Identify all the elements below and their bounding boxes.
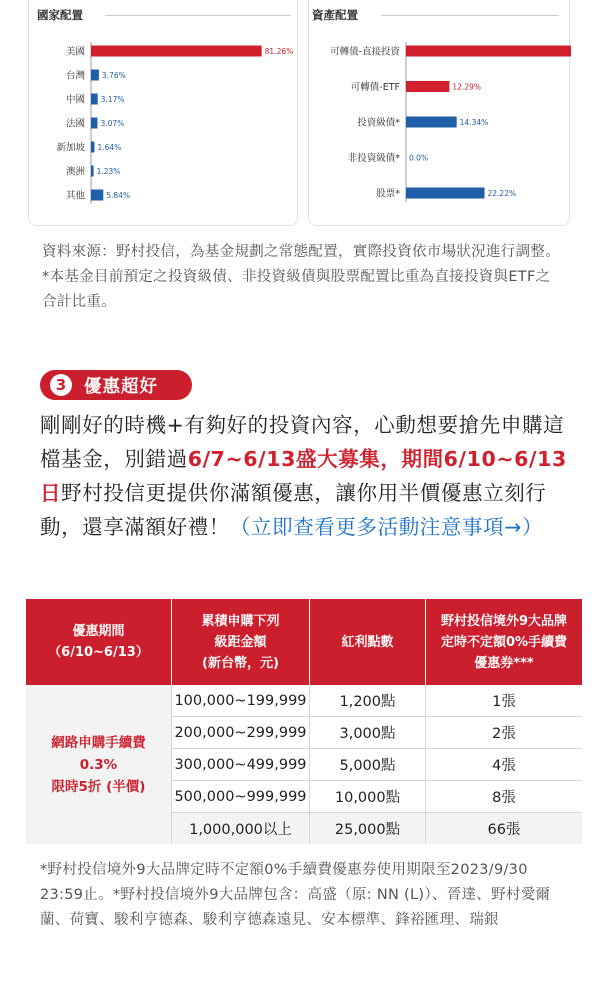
coupons-cell: 66張 [426, 813, 582, 844]
amount-cell: 300,000~499,999 [172, 749, 310, 781]
promo-table [26, 599, 582, 844]
section-number: 3 [50, 374, 72, 396]
asset-bar-chart [309, 0, 571, 226]
amount-cell: 1,000,000以上 [172, 813, 310, 844]
category-label: 中國 [65, 94, 85, 106]
asset-allocation-card [308, 0, 570, 226]
bar [406, 81, 449, 92]
value-label: 0.0% [409, 153, 429, 163]
bar [406, 117, 457, 128]
bar [91, 118, 97, 129]
coupons-cell: 1張 [426, 685, 582, 717]
category-label: 美國 [65, 46, 85, 58]
value-label: 3.76% [101, 71, 126, 80]
paragraph-text-2: 野村投信更提供你滿額優惠，讓你用半價優惠立刻行動，還享滿額好禮！ [40, 481, 547, 539]
category-label: 其他 [65, 190, 85, 202]
category-label: 非投資級債* [347, 153, 400, 164]
more-details-link[interactable]: （立即查看更多活動注意事項→） [229, 515, 544, 539]
amount-cell: 200,000~299,999 [172, 717, 310, 749]
category-label: 澳洲 [65, 166, 85, 178]
value-label: 1.64% [97, 143, 122, 152]
coupons-cell: 8張 [426, 781, 582, 813]
section-header [40, 370, 192, 400]
paragraph-text-1: 剛剛好的時機+有夠好的投資內容，心動想要搶先申購這檔基金，別錯過 [40, 413, 565, 471]
promo-paragraph [20, 408, 580, 544]
amount-cell: 500,000~999,999 [172, 781, 310, 813]
points-cell: 25,000點 [310, 813, 426, 844]
bar [91, 142, 94, 153]
header-points: 紅利點數 [310, 599, 426, 685]
category-label: 台灣 [65, 70, 85, 82]
value-label: 3.07% [100, 119, 125, 128]
section-title: 優惠超好 [84, 376, 158, 397]
bar [406, 46, 571, 57]
coupons-cell: 4張 [426, 749, 582, 781]
value-label: 5.84% [106, 191, 131, 200]
category-label: 法國 [65, 118, 85, 130]
value-label: 3.17% [100, 95, 125, 104]
points-cell: 5,000點 [310, 749, 426, 781]
category-label: 可轉債-ETF [350, 82, 400, 93]
header-amount: 累積申購下列 級距金額 (新台幣，元) [172, 599, 310, 685]
coupons-cell: 2張 [426, 717, 582, 749]
value-label: 1.23% [96, 167, 121, 176]
value-label: 12.29% [452, 82, 482, 92]
bar [91, 70, 99, 81]
offer-cell: 網路申購手續費 0.3% 限時5折 (半價) [26, 685, 172, 844]
header-coupon: 野村投信境外9大品牌 定時不定額0%手續費 優惠券*** [426, 599, 582, 685]
source-note: 資料來源：野村投信，為基金規劃之常態配置，實際投資依市場狀況進行調整。*本基金目前預定之投資級債、非投資級債與股票配置比重為直接投資與ETF之合計比重。 [42, 244, 560, 310]
country-chart-title: 國家配置 [37, 8, 83, 22]
amount-cell: 100,000~199,999 [172, 685, 310, 717]
header-period: 優惠期間 （6/10~6/13） [26, 599, 172, 685]
country-bar-chart [29, 0, 299, 226]
category-label: 可轉債-直接投資 [330, 46, 400, 58]
bar [91, 166, 94, 177]
category-label: 新加坡 [56, 142, 85, 154]
bar [406, 188, 485, 199]
bar [91, 190, 103, 201]
country-allocation-card [28, 0, 298, 226]
asset-chart-title: 資產配置 [312, 8, 358, 22]
value-label: 14.34% [459, 118, 489, 127]
value-label: 81.26% [264, 47, 294, 56]
category-label: 股票* [376, 188, 400, 200]
points-cell: 1,200點 [310, 685, 426, 717]
points-cell: 10,000點 [310, 781, 426, 813]
footnote: *野村投信境外9大品牌定時不定額0%手續費優惠券使用期限至2023/9/30 23:59止。*野村投信境外9大品牌包含：高盛（原: NN (L)）、晉達、野村愛爾蘭、荷寶、駿利亨德森、駿利亨德森遠見、安本標準、鋒裕匯理、瑞銀 [40, 862, 551, 928]
points-cell: 3,000點 [310, 717, 426, 749]
table-row [26, 685, 582, 717]
value-label: 22.22% [487, 189, 517, 198]
campaign-period-highlight: 6/7~6/13盛大募集，期間6/10~6/13日 [40, 447, 567, 505]
category-label: 投資級債* [357, 117, 400, 129]
bar [91, 46, 262, 57]
bar [91, 94, 98, 105]
